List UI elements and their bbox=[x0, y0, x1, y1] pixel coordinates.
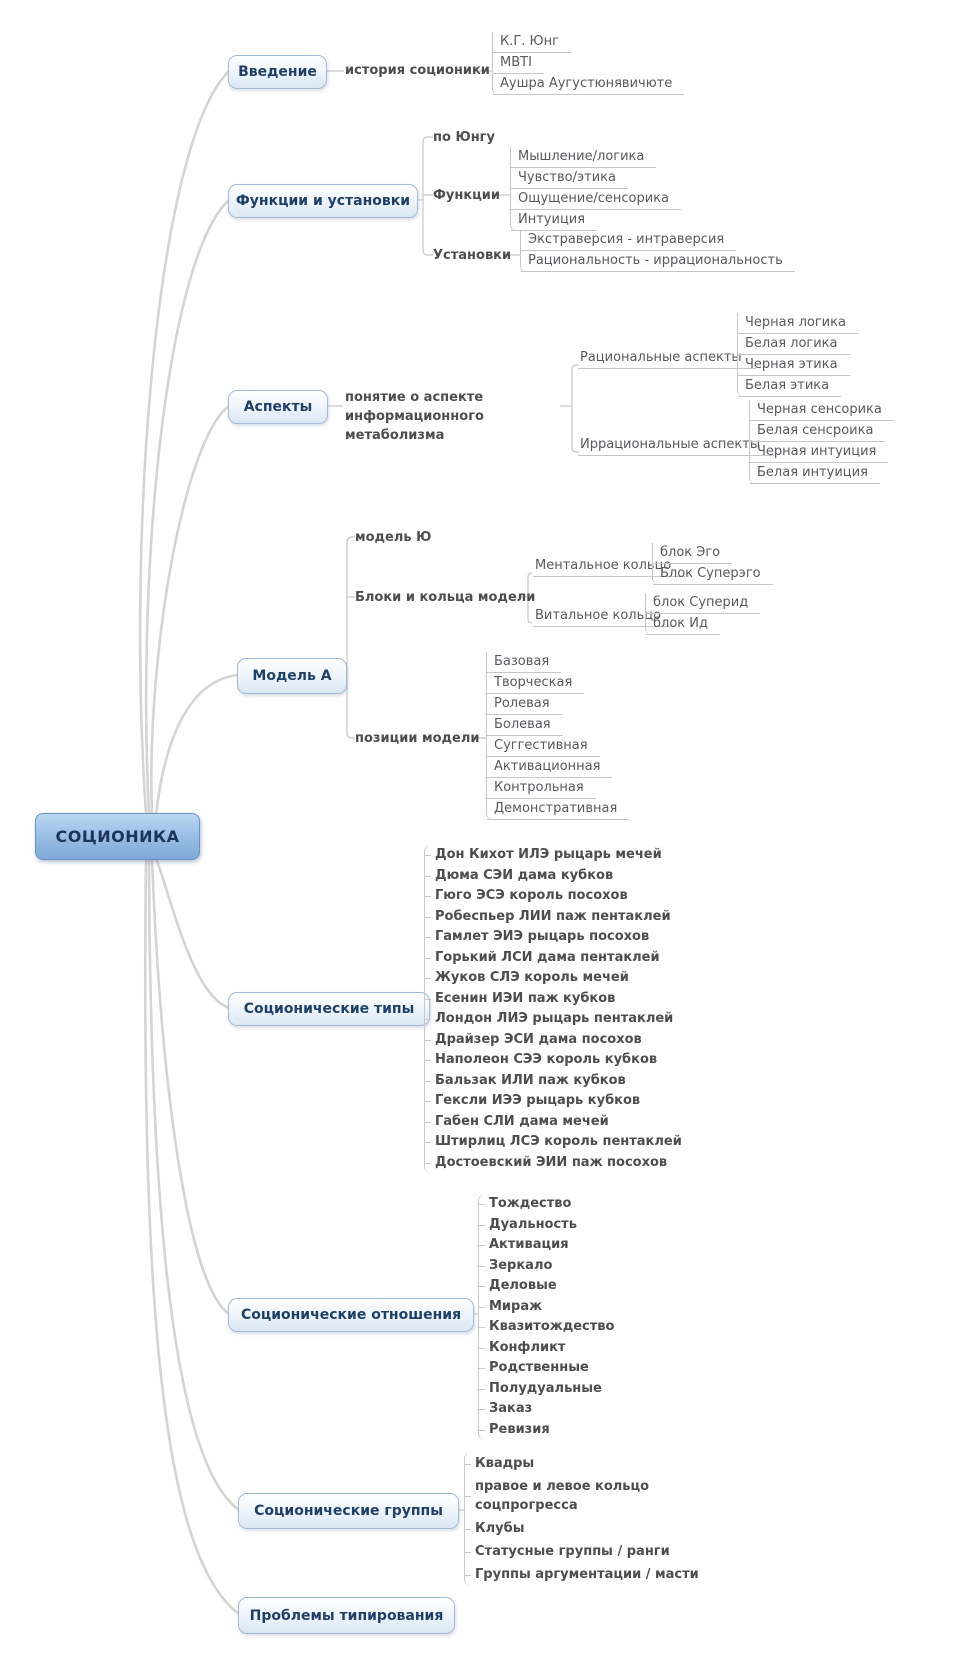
topic-socionic-types[interactable]: Соционические типы bbox=[228, 992, 430, 1026]
subtopic-attitudes[interactable]: Установки bbox=[433, 248, 512, 263]
leaf-item[interactable]: Блок Суперэго bbox=[653, 564, 773, 585]
group-item[interactable]: Статусные группы / ранги bbox=[465, 1540, 680, 1563]
type-item[interactable]: Дюма СЭИ дама кубков bbox=[425, 866, 623, 887]
type-item[interactable]: Лондон ЛИЭ рыцарь пентаклей bbox=[425, 1009, 683, 1030]
subtopic-model-positions[interactable]: позиции модели bbox=[355, 731, 480, 746]
relation-item[interactable]: Деловые bbox=[479, 1276, 567, 1297]
leaf-item[interactable]: Белая интуиция bbox=[750, 463, 880, 484]
leaf-item[interactable]: Активационная bbox=[487, 757, 612, 778]
subtopic-irrational-aspects[interactable]: Иррациональные аспекты bbox=[578, 435, 774, 456]
topic-model-a[interactable]: Модель А bbox=[237, 658, 347, 694]
subtopic-aspect-concept[interactable]: понятие о аспекте информационного метаболизма bbox=[345, 390, 484, 443]
relation-item[interactable]: Зеркало bbox=[479, 1256, 562, 1277]
leaf-item[interactable]: Демонстративная bbox=[487, 799, 629, 820]
history-leaf-list bbox=[492, 32, 684, 95]
leaf-item[interactable]: Контрольная bbox=[487, 778, 596, 799]
type-item[interactable]: Габен СЛИ дама мечей bbox=[425, 1112, 619, 1133]
leaf-item[interactable]: Аушра Аугустюнявичюте bbox=[493, 74, 684, 95]
leaf-item[interactable]: Белая сенсроика bbox=[750, 421, 885, 442]
leaf-item[interactable]: Белая этика bbox=[738, 376, 841, 397]
relation-item[interactable]: Конфликт bbox=[479, 1338, 575, 1359]
type-item[interactable]: Наполеон СЭЭ король кубков bbox=[425, 1050, 667, 1071]
type-item[interactable]: Гамлет ЭИЭ рыцарь посохов bbox=[425, 927, 659, 948]
leaf-item[interactable]: Чувство/этика bbox=[511, 168, 628, 189]
leaf-item[interactable]: Базовая bbox=[487, 652, 561, 673]
leaf-item[interactable]: К.Г. Юнг bbox=[493, 32, 571, 53]
type-item[interactable]: Драйзер ЭСИ дама посохов bbox=[425, 1030, 652, 1051]
relations-list bbox=[478, 1194, 624, 1440]
leaf-item[interactable]: Ощущение/сенсорика bbox=[511, 189, 681, 210]
topic-typing-problems[interactable]: Проблемы типирования bbox=[238, 1597, 455, 1634]
relation-item[interactable]: Квазитождество bbox=[479, 1317, 624, 1338]
relation-item[interactable]: Активация bbox=[479, 1235, 579, 1256]
relation-item[interactable]: Мираж bbox=[479, 1297, 552, 1318]
subtopic-mental-ring[interactable]: Ментальное кольцо bbox=[533, 556, 685, 577]
group-item[interactable]: правое и левое кольцо соцпрогресса bbox=[465, 1475, 713, 1517]
type-item[interactable]: Бальзак ИЛИ паж кубков bbox=[425, 1071, 636, 1092]
leaf-item[interactable]: Суггестивная bbox=[487, 736, 600, 757]
subtopic-vital-ring[interactable]: Витальное кольцо bbox=[533, 606, 675, 627]
type-item[interactable]: Робеспьер ЛИИ паж пентаклей bbox=[425, 907, 681, 928]
relation-item[interactable]: Тождество bbox=[479, 1194, 581, 1215]
relation-item[interactable]: Дуальность bbox=[479, 1215, 587, 1236]
leaf-item[interactable]: Черная логика bbox=[738, 313, 858, 334]
leaf-item[interactable]: Черная интуиция bbox=[750, 442, 888, 463]
leaf-item[interactable]: Интуиция bbox=[511, 210, 597, 231]
leaf-item[interactable]: MBTI bbox=[493, 53, 544, 74]
positions-leaf-list bbox=[486, 652, 629, 820]
group-item[interactable]: Группы аргументации / масти bbox=[465, 1563, 709, 1586]
type-item[interactable]: Гексли ИЭЭ рыцарь кубков bbox=[425, 1091, 650, 1112]
subtopic-blocks-rings[interactable]: Блоки и кольца модели bbox=[355, 590, 536, 605]
leaf-item[interactable]: Мышление/логика bbox=[511, 147, 656, 168]
type-item[interactable]: Гюго ЭСЭ король посохов bbox=[425, 886, 638, 907]
subtopic-rational-aspects[interactable]: Рациональные аспекты bbox=[578, 348, 756, 369]
leaf-item[interactable]: Творческая bbox=[487, 673, 584, 694]
relation-item[interactable]: Заказ bbox=[479, 1399, 542, 1420]
type-item[interactable]: Горький ЛСИ дама пентаклей bbox=[425, 948, 670, 969]
topic-socionic-groups[interactable]: Соционические группы bbox=[238, 1493, 459, 1529]
leaf-item[interactable]: Белая логика bbox=[738, 334, 850, 355]
leaf-item[interactable]: Рациональность - иррациональность bbox=[521, 251, 795, 272]
relation-item[interactable]: Родственные bbox=[479, 1358, 599, 1379]
root-topic[interactable]: СОЦИОНИКА bbox=[35, 813, 200, 860]
vital-leaf-list bbox=[645, 593, 760, 635]
topic-introduction[interactable]: Введение bbox=[228, 55, 327, 89]
type-item[interactable]: Есенин ИЭИ паж кубков bbox=[425, 989, 625, 1010]
relation-item[interactable]: Ревизия bbox=[479, 1420, 560, 1441]
topic-functions-attitudes[interactable]: Функции и установки bbox=[228, 184, 418, 218]
topic-aspects[interactable]: Аспекты bbox=[228, 390, 328, 424]
rational-leaf-list bbox=[737, 313, 858, 397]
mental-leaf-list bbox=[652, 543, 773, 585]
leaf-item[interactable]: Черная сенсорика bbox=[750, 400, 894, 421]
subtopic-model-yu[interactable]: модель Ю bbox=[355, 530, 432, 545]
group-item[interactable]: Квадры bbox=[465, 1452, 544, 1475]
subtopic-functions[interactable]: Функции bbox=[433, 188, 501, 203]
type-item[interactable]: Дон Кихот ИЛЭ рыцарь мечей bbox=[425, 845, 672, 866]
topic-socionic-relations[interactable]: Соционические отношения bbox=[228, 1298, 474, 1332]
attitudes-leaf-list bbox=[520, 230, 795, 272]
relation-item[interactable]: Полудуальные bbox=[479, 1379, 612, 1400]
type-item[interactable]: Достоевский ЭИИ паж посохов bbox=[425, 1153, 677, 1174]
group-item[interactable]: Клубы bbox=[465, 1517, 534, 1540]
leaf-item[interactable]: Ролевая bbox=[487, 694, 562, 715]
subtopic-by-jung[interactable]: по Юнгу bbox=[433, 130, 495, 145]
irrational-leaf-list bbox=[749, 400, 894, 484]
subtopic-history[interactable]: история соционики bbox=[345, 63, 490, 78]
type-item[interactable]: Жуков СЛЭ король мечей bbox=[425, 968, 639, 989]
functions-leaf-list bbox=[510, 147, 681, 231]
leaf-item[interactable]: блок Суперид bbox=[646, 593, 760, 614]
groups-list bbox=[464, 1452, 713, 1586]
types-list bbox=[424, 845, 692, 1173]
leaf-item[interactable]: блок Эго bbox=[653, 543, 732, 564]
leaf-item[interactable]: блок Ид bbox=[646, 614, 720, 635]
leaf-item[interactable]: Болевая bbox=[487, 715, 563, 736]
leaf-item[interactable]: Экстраверсия - интраверсия bbox=[521, 230, 736, 251]
type-item[interactable]: Штирлиц ЛСЭ король пентаклей bbox=[425, 1132, 692, 1153]
leaf-item[interactable]: Черная этика bbox=[738, 355, 850, 376]
